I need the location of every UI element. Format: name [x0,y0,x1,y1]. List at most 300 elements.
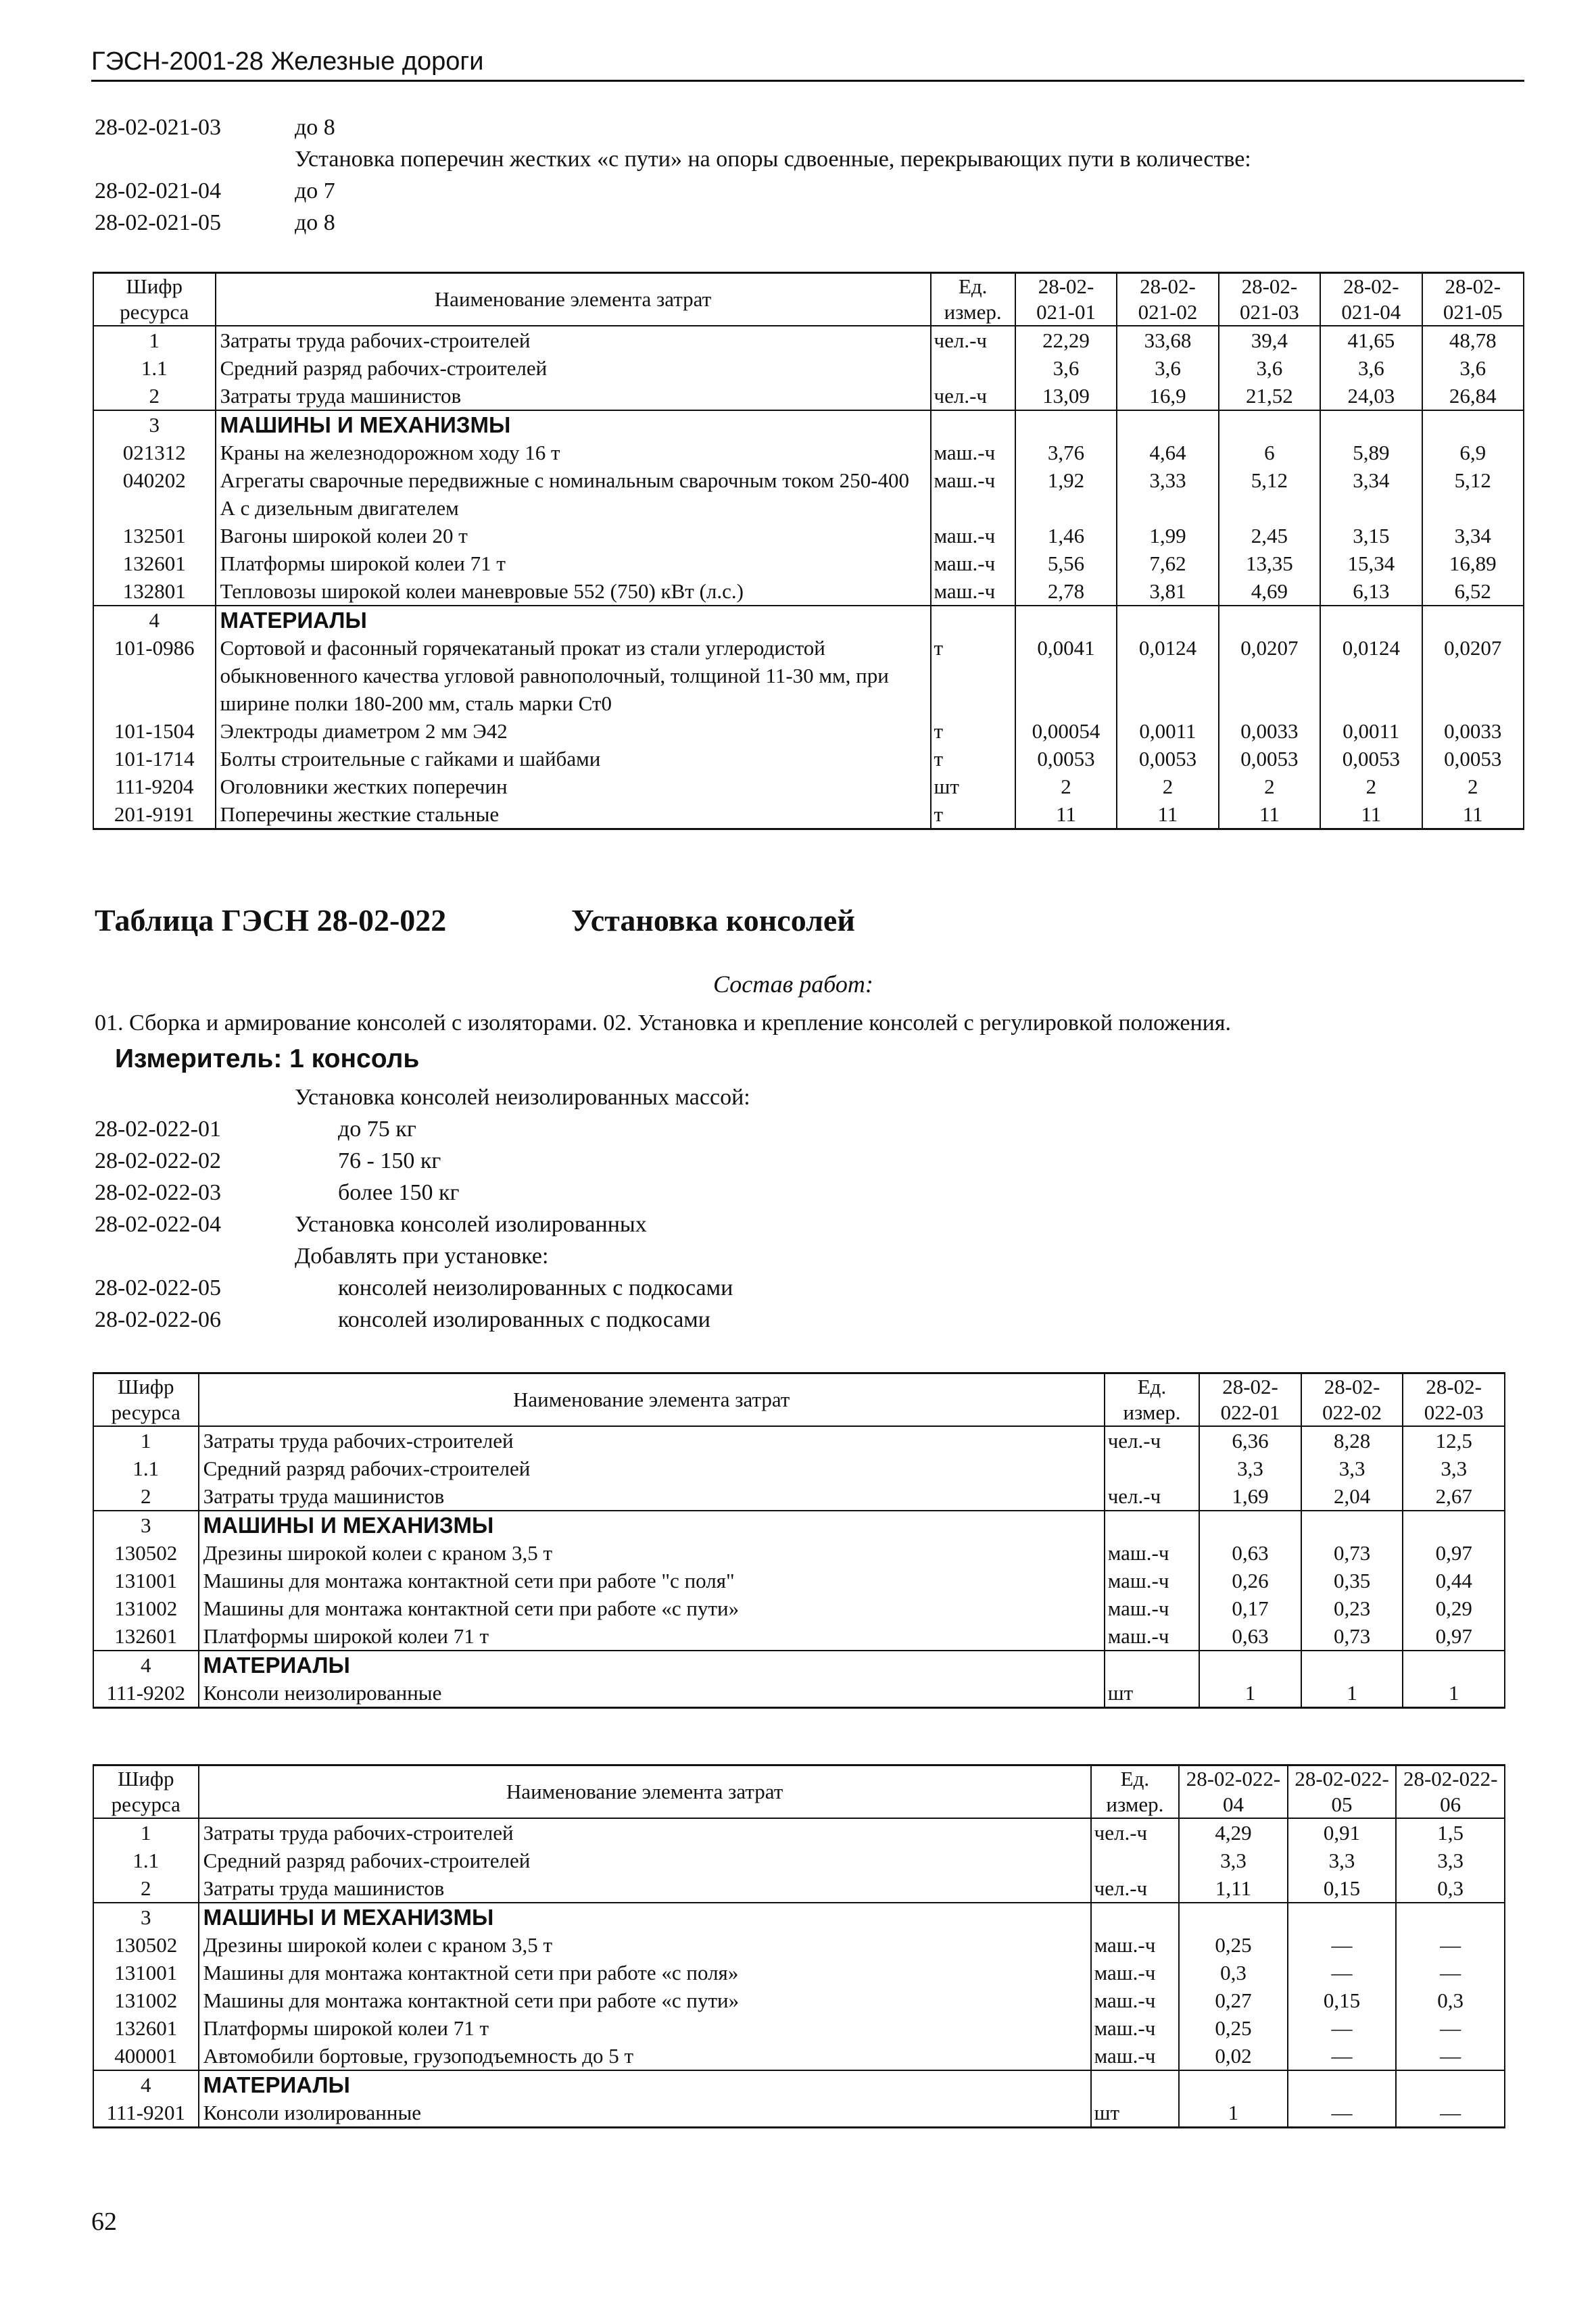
row-code: 132601 [93,1622,199,1651]
row-code: 040202 [93,466,216,522]
code-list-code: 28-02-022-05 [95,1275,221,1300]
row-code: 2 [93,382,216,410]
row-value: 0,23 [1301,1594,1403,1622]
code-list-text: Добавлять при установке: [295,1244,549,1269]
row-code: 111-9202 [93,1679,199,1708]
row-value: 4,69 [1219,577,1320,606]
row-name: МАШИНЫ И МЕХАНИЗМЫ [216,410,931,439]
row-value: 0,3 [1396,1874,1505,1903]
row-name: МАШИНЫ И МЕХАНИЗМЫ [199,1511,1105,1539]
row-name: Сортовой и фасонный горячекатаный прокат из стали углеродистой обыкновенного качества угловой равнополочный, толщиной 11-30 мм, при ширине полки 180-200 мм, сталь марки Ст0 [216,634,931,717]
row-name: Платформы широкой колеи 71 т [216,550,931,577]
row-value: 0,0124 [1117,634,1218,717]
section-row [93,1651,1505,1679]
header-name: Наименование элемента затрат [199,1765,1091,1819]
header-norm-code: 28-02-022-01 [1199,1373,1301,1427]
row-unit: чел.-ч [1105,1482,1200,1511]
row-value: 5,56 [1015,550,1117,577]
row-value: 1,69 [1199,1482,1301,1511]
row-code: 101-1504 [93,717,216,745]
table-row [93,326,1524,354]
row-name: Затраты труда рабочих-строителей [199,1426,1105,1455]
table-row [93,1679,1505,1708]
row-value: — [1288,2014,1397,2042]
row-value: 6,9 [1422,439,1524,466]
row-value: 8,28 [1301,1426,1403,1455]
table-row [93,1931,1505,1959]
header-unit: Ед. измер. [1105,1373,1200,1427]
row-name: Машины для монтажа контактной сети при работе "с поля" [199,1567,1105,1594]
resource-table-022-b [93,1764,1505,2128]
row-value: 0,0053 [1015,745,1117,773]
code-list-code: 28-02-021-05 [95,210,221,235]
row-unit: маш.-ч [1091,2042,1180,2070]
row-unit: маш.-ч [1105,1567,1200,1594]
row-value: 1,99 [1117,522,1218,550]
row-value: 4,64 [1117,439,1218,466]
table-title: Таблица ГЭСН 28-02-022 [95,903,447,937]
row-code: 131001 [93,1959,199,1987]
row-value: 3,3 [1396,1847,1505,1874]
row-unit: шт [1091,2099,1180,2128]
header-norm-code: 28-02-021-02 [1117,273,1218,326]
row-value: 3,6 [1320,354,1422,382]
header-rule [91,80,1524,82]
row-value [1301,1651,1403,1679]
row-unit: чел.-ч [1091,1874,1180,1903]
row-unit [931,410,1015,439]
row-name: Затраты труда машинистов [216,382,931,410]
row-value: 6,13 [1320,577,1422,606]
row-unit [1105,1651,1200,1679]
row-unit: чел.-ч [931,382,1015,410]
table-row [93,550,1524,577]
row-name: Затраты труда рабочих-строителей [199,1818,1091,1847]
row-value: 6,36 [1199,1426,1301,1455]
table-row [93,1959,1505,1987]
row-value: 0,29 [1403,1594,1505,1622]
row-value: 26,84 [1422,382,1524,410]
row-value: 3,3 [1179,1847,1288,1874]
row-name: МАШИНЫ И МЕХАНИЗМЫ [199,1903,1091,1931]
measure-unit: Измеритель: 1 консоль [115,1044,420,1073]
row-value: 0,63 [1199,1622,1301,1651]
code-list-text: консолей неизолированных с подкосами [338,1275,733,1300]
table-row [93,1482,1505,1511]
row-name: Краны на железнодорожном ходу 16 т [216,439,931,466]
row-value: 1,5 [1396,1818,1505,1847]
row-value: 5,12 [1422,466,1524,522]
table-header-row [93,1373,1505,1427]
row-value [1219,606,1320,634]
row-value [1117,410,1218,439]
row-unit: чел.-ч [931,326,1015,354]
row-value: 0,0124 [1320,634,1422,717]
row-code: 3 [93,1903,199,1931]
row-value: — [1288,1931,1397,1959]
table-row [93,1594,1505,1622]
code-list-text: до 8 [295,210,335,235]
row-value: 2,78 [1015,577,1117,606]
row-unit: чел.-ч [1091,1818,1180,1847]
row-value: 3,81 [1117,577,1218,606]
row-name: Платформы широкой колеи 71 т [199,1622,1105,1651]
section-row [93,2070,1505,2099]
row-unit: маш.-ч [1091,2014,1180,2042]
row-name: Платформы широкой колеи 71 т [199,2014,1091,2042]
table-row [93,1847,1505,1874]
row-code: 111-9204 [93,773,216,800]
row-value: 16,89 [1422,550,1524,577]
row-unit: маш.-ч [1105,1622,1200,1651]
row-value [1288,2070,1397,2099]
row-code: 132601 [93,550,216,577]
row-value: 0,02 [1179,2042,1288,2070]
table-row [93,1539,1505,1567]
header-unit: Ед. измер. [931,273,1015,326]
row-unit: маш.-ч [931,577,1015,606]
row-value: 3,76 [1015,439,1117,466]
row-value: 0,35 [1301,1567,1403,1594]
section-row [93,1511,1505,1539]
row-value: 13,35 [1219,550,1320,577]
row-value: 5,89 [1320,439,1422,466]
row-value: 0,17 [1199,1594,1301,1622]
table-header-row [93,1765,1505,1819]
row-value: 12,5 [1403,1426,1505,1455]
row-code: 1 [93,1818,199,1847]
header-name: Наименование элемента затрат [199,1373,1105,1427]
table-row [93,2042,1505,2070]
row-value: 1,92 [1015,466,1117,522]
row-name: Средний разряд рабочих-строителей [199,1455,1105,1482]
row-value: 3,3 [1301,1455,1403,1482]
row-value: 41,65 [1320,326,1422,354]
row-value: 0,15 [1288,1874,1397,1903]
row-value: 0,97 [1403,1622,1505,1651]
row-value: 0,0033 [1219,717,1320,745]
table-row [93,1987,1505,2014]
header-norm-code: 28-02-022-03 [1403,1373,1505,1427]
row-value [1320,410,1422,439]
table-row [93,439,1524,466]
row-value: 13,09 [1015,382,1117,410]
row-value: 11 [1117,800,1218,829]
table-row [93,522,1524,550]
row-value: 6 [1219,439,1320,466]
row-code: 131002 [93,1987,199,2014]
table-row [93,717,1524,745]
row-value: 2,04 [1301,1482,1403,1511]
row-code: 132601 [93,2014,199,2042]
row-value: 11 [1320,800,1422,829]
code-list-text: до 7 [295,178,335,203]
row-code: 021312 [93,439,216,466]
code-list-text: Установка консолей неизолированных массой: [295,1085,750,1110]
row-value [1301,1511,1403,1539]
row-value: 5,12 [1219,466,1320,522]
row-value: 0,25 [1179,1931,1288,1959]
row-unit: маш.-ч [1091,1987,1180,2014]
header-unit: Ед. измер. [1091,1765,1180,1819]
row-value: 2 [1320,773,1422,800]
row-unit: т [931,800,1015,829]
row-value: 0,26 [1199,1567,1301,1594]
row-value: 0,91 [1288,1818,1397,1847]
row-name: МАТЕРИАЛЫ [199,1651,1105,1679]
header-name: Наименование элемента затрат [216,273,931,326]
table-row [93,1426,1505,1455]
row-unit: шт [931,773,1015,800]
table-row [93,577,1524,606]
row-value: 0,0207 [1219,634,1320,717]
row-unit: т [931,717,1015,745]
row-value [1422,606,1524,634]
row-code: 2 [93,1874,199,1903]
row-value [1288,1903,1397,1931]
header-norm-code: 28-02-022-04 [1179,1765,1288,1819]
row-code: 131001 [93,1567,199,1594]
row-value: 3,34 [1422,522,1524,550]
row-code: 131002 [93,1594,199,1622]
table-row [93,354,1524,382]
row-unit: маш.-ч [1091,1959,1180,1987]
row-value: 22,29 [1015,326,1117,354]
code-list-code: 28-02-022-06 [95,1307,221,1332]
row-name: Болты строительные с гайками и шайбами [216,745,931,773]
row-unit [931,606,1015,634]
row-name: Оголовники жестких поперечин [216,773,931,800]
row-value: — [1396,1931,1505,1959]
row-value [1403,1511,1505,1539]
row-value: 39,4 [1219,326,1320,354]
header-norm-code: 28-02-021-01 [1015,273,1117,326]
table-row [93,773,1524,800]
row-code: 400001 [93,2042,199,2070]
row-value: 0,0041 [1015,634,1117,717]
row-unit: маш.-ч [1105,1539,1200,1567]
row-code: 3 [93,1511,199,1539]
row-name: Затраты труда рабочих-строителей [216,326,931,354]
row-value: 0,0011 [1117,717,1218,745]
table-row [93,1818,1505,1847]
row-unit [931,354,1015,382]
row-value: 48,78 [1422,326,1524,354]
code-list-code: 28-02-022-01 [95,1117,221,1142]
row-value: 15,34 [1320,550,1422,577]
row-value: 7,62 [1117,550,1218,577]
row-unit: шт [1105,1679,1200,1708]
row-value: 3,6 [1422,354,1524,382]
row-code: 2 [93,1482,199,1511]
row-name: МАТЕРИАЛЫ [216,606,931,634]
row-value: 3,6 [1117,354,1218,382]
row-value: 2,67 [1403,1482,1505,1511]
table-row [93,1874,1505,1903]
row-value: 1 [1179,2099,1288,2128]
row-code: 4 [93,606,216,634]
code-list-code: 28-02-022-02 [95,1148,221,1173]
header-norm-code: 28-02-022-06 [1396,1765,1505,1819]
row-value: 1 [1301,1679,1403,1708]
table-row [93,2099,1505,2128]
page-number: 62 [91,2208,117,2236]
row-value: 0,63 [1199,1539,1301,1567]
row-value: 21,52 [1219,382,1320,410]
row-value: 1,46 [1015,522,1117,550]
row-value: 3,6 [1219,354,1320,382]
row-value: 24,03 [1320,382,1422,410]
code-list-text: до 75 кг [338,1117,416,1142]
row-value [1179,1903,1288,1931]
row-value: 11 [1219,800,1320,829]
row-name: Поперечины жесткие стальные [216,800,931,829]
row-value: 11 [1422,800,1524,829]
row-name: Затраты труда машинистов [199,1874,1091,1903]
row-name: Консоли изолированные [199,2099,1091,2128]
code-list-code: 28-02-022-03 [95,1180,221,1205]
table-row [93,382,1524,410]
row-value [1422,410,1524,439]
row-value: 3,3 [1199,1455,1301,1482]
row-value: 1 [1199,1679,1301,1708]
header-code: Шифр ресурса [93,273,216,326]
row-value: 0,0053 [1320,745,1422,773]
resource-table-022-a [93,1372,1505,1709]
section-row [93,606,1524,634]
row-value: 2 [1015,773,1117,800]
table-row [93,634,1524,717]
table-row [93,466,1524,522]
row-value: 1 [1403,1679,1505,1708]
work-composition-text: 01. Сборка и армирование консолей с изоляторами. 02. Установка и крепление консолей с регулировкой положения. [95,1010,1231,1035]
row-value: 4,29 [1179,1818,1288,1847]
work-composition-label: Состав работ: [713,971,873,998]
row-code: 1.1 [93,354,216,382]
row-value: 2 [1219,773,1320,800]
row-code: 132801 [93,577,216,606]
row-code: 130502 [93,1931,199,1959]
row-unit: маш.-ч [1105,1594,1200,1622]
row-unit [1091,2070,1180,2099]
row-value: 0,00054 [1015,717,1117,745]
row-value [1396,1903,1505,1931]
row-name: МАТЕРИАЛЫ [199,2070,1091,2099]
row-value [1219,410,1320,439]
resource-table-021 [93,272,1524,830]
section-row [93,1903,1505,1931]
table-row [93,800,1524,829]
row-code: 1.1 [93,1847,199,1874]
row-value: 0,73 [1301,1622,1403,1651]
page-header: ГЭСН-2001-28 Железные дороги [91,47,484,76]
row-value: 0,0053 [1219,745,1320,773]
row-code: 130502 [93,1539,199,1567]
header-norm-code: 28-02-021-05 [1422,273,1524,326]
row-value: 0,3 [1396,1987,1505,2014]
row-value: 16,9 [1117,382,1218,410]
row-value: — [1288,2099,1397,2128]
row-name: Дрезины широкой колеи с краном 3,5 т [199,1539,1105,1567]
row-name: Тепловозы широкой колеи маневровые 552 (750) кВт (л.с.) [216,577,931,606]
table-row [93,1455,1505,1482]
header-norm-code: 28-02-022-02 [1301,1373,1403,1427]
header-code: Шифр ресурса [93,1765,199,1819]
row-value: — [1288,2042,1397,2070]
row-value: 0,0207 [1422,634,1524,717]
code-list-code: 28-02-021-03 [95,115,221,140]
row-value: — [1396,2099,1505,2128]
code-list-code: 28-02-022-04 [95,1212,221,1237]
row-value [1015,410,1117,439]
code-list-text: консолей изолированных с подкосами [338,1307,711,1332]
table-row [93,1622,1505,1651]
row-unit: маш.-ч [931,522,1015,550]
section-row [93,410,1524,439]
row-value: 3,3 [1403,1455,1505,1482]
row-unit: маш.-ч [931,466,1015,522]
table-row [93,1567,1505,1594]
row-unit [1105,1511,1200,1539]
row-value: 1,11 [1179,1874,1288,1903]
row-value [1403,1651,1505,1679]
row-code: 1 [93,1426,199,1455]
row-unit: маш.-ч [931,550,1015,577]
row-name: Средний разряд рабочих-строителей [199,1847,1091,1874]
row-name: Агрегаты сварочные передвижные с номинальным сварочным током 250-400 А с дизельным двигателем [216,466,931,522]
header-norm-code: 28-02-021-03 [1219,273,1320,326]
row-unit [1091,1903,1180,1931]
row-value: 3,3 [1288,1847,1397,1874]
row-name: Затраты труда машинистов [199,1482,1105,1511]
row-value: 0,0011 [1320,717,1422,745]
row-value: 0,0053 [1422,745,1524,773]
row-code: 3 [93,410,216,439]
row-value: 33,68 [1117,326,1218,354]
row-value: 0,97 [1403,1539,1505,1567]
row-name: Электроды диаметром 2 мм Э42 [216,717,931,745]
code-list-text: более 150 кг [338,1180,460,1205]
row-code: 111-9201 [93,2099,199,2128]
table-row [93,2014,1505,2042]
row-value: 11 [1015,800,1117,829]
row-value: 6,52 [1422,577,1524,606]
row-value: 0,25 [1179,2014,1288,2042]
row-value [1015,606,1117,634]
row-value: — [1396,1959,1505,1987]
row-name: Машины для монтажа контактной сети при работе «с поля» [199,1959,1091,1987]
row-value [1396,2070,1505,2099]
row-value [1179,2070,1288,2099]
row-value: 2 [1422,773,1524,800]
table-row [93,745,1524,773]
header-norm-code: 28-02-022-05 [1288,1765,1397,1819]
code-list-text: до 8 [295,115,335,140]
row-code: 4 [93,1651,199,1679]
row-code: 4 [93,2070,199,2099]
row-code: 132501 [93,522,216,550]
code-list-code: 28-02-021-04 [95,178,221,203]
row-code: 101-0986 [93,634,216,717]
row-unit [1091,1847,1180,1874]
code-list-text: 76 - 150 кг [338,1148,441,1173]
row-value: — [1396,2014,1505,2042]
row-value: 2 [1117,773,1218,800]
row-name: Вагоны широкой колеи 20 т [216,522,931,550]
row-value: 0,15 [1288,1987,1397,2014]
row-unit [1105,1455,1200,1482]
row-unit: т [931,745,1015,773]
